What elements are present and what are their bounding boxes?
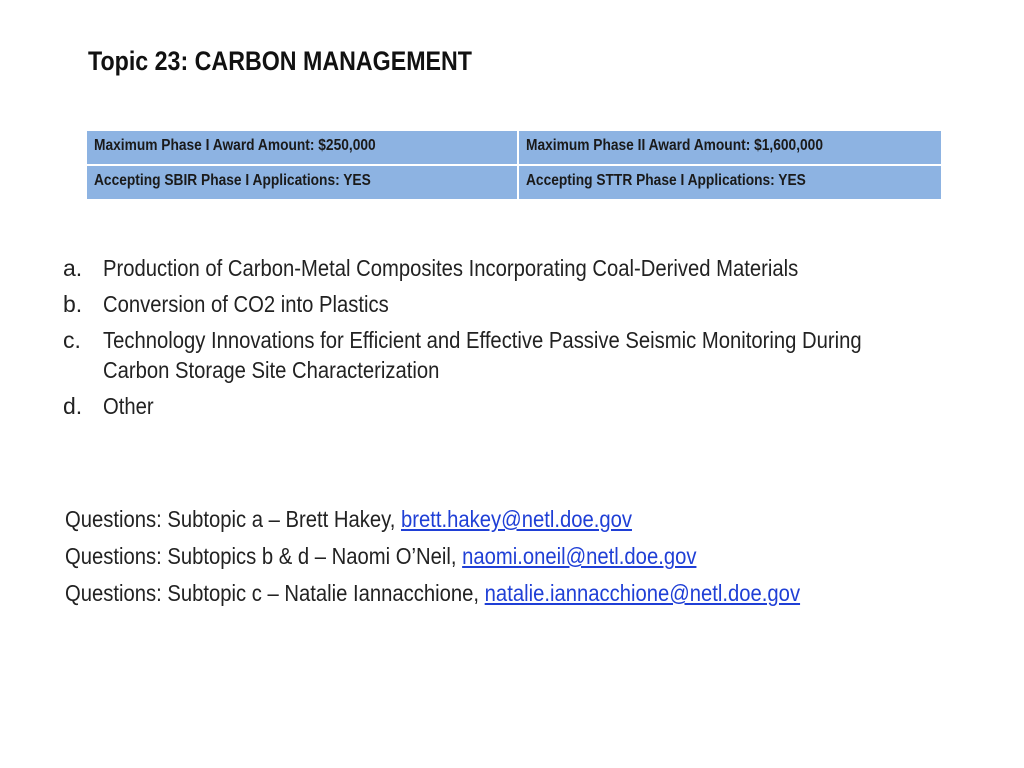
email-link-naomi-oneil[interactable]: naomi.oneil@netl.doe.gov (462, 543, 697, 569)
page-title: Topic 23: CARBON MANAGEMENT (88, 46, 473, 76)
list-marker: c. (63, 327, 81, 353)
subtopic-c-text (103, 325, 862, 385)
list-item (63, 253, 965, 283)
questions-section (65, 504, 900, 615)
award-info-table (85, 129, 943, 201)
question-contact: Questions: Subtopics b & d – Naomi O’Neil, (65, 543, 463, 569)
list-item (63, 325, 965, 385)
question-line (65, 504, 800, 534)
sbir-accepting-cell: Accepting SBIR Phase I Applications: YES (86, 165, 518, 200)
table-row (86, 130, 942, 165)
subtopic-b-text: Conversion of CO2 into Plastics (103, 291, 389, 317)
email-link-natalie-iannacchione[interactable]: natalie.iannacchione@netl.doe.gov (484, 580, 801, 606)
question-line (65, 578, 800, 608)
subtopic-list (63, 253, 965, 427)
list-item (63, 391, 965, 421)
phase-1-award-cell: Maximum Phase I Award Amount: $250,000 (86, 130, 518, 165)
subtopic-a-text: Production of Carbon-Metal Composites Incorporating Coal-Derived Materials (103, 255, 799, 281)
sttr-accepting-cell: Accepting STTR Phase I Applications: YES (518, 165, 942, 200)
subtopic-c-line-2: Carbon Storage Site Characterization (103, 357, 440, 383)
table-row (86, 165, 942, 200)
list-marker: a. (63, 255, 83, 281)
question-line (65, 541, 800, 571)
phase-2-award-cell: Maximum Phase II Award Amount: $1,600,000 (518, 130, 942, 165)
email-link-brett-hakey[interactable]: brett.hakey@netl.doe.gov (401, 506, 632, 532)
list-marker: d. (63, 393, 83, 419)
question-contact: Questions: Subtopic a – Brett Hakey, (65, 506, 402, 532)
subtopic-d-text: Other (103, 393, 154, 419)
subtopic-c-line-1: Technology Innovations for Efficient and Effective Passive Seismic Monitoring During (103, 327, 862, 353)
list-item (63, 289, 965, 319)
question-contact: Questions: Subtopic c – Natalie Iannacchione, (65, 580, 485, 606)
list-marker: b. (63, 291, 83, 317)
